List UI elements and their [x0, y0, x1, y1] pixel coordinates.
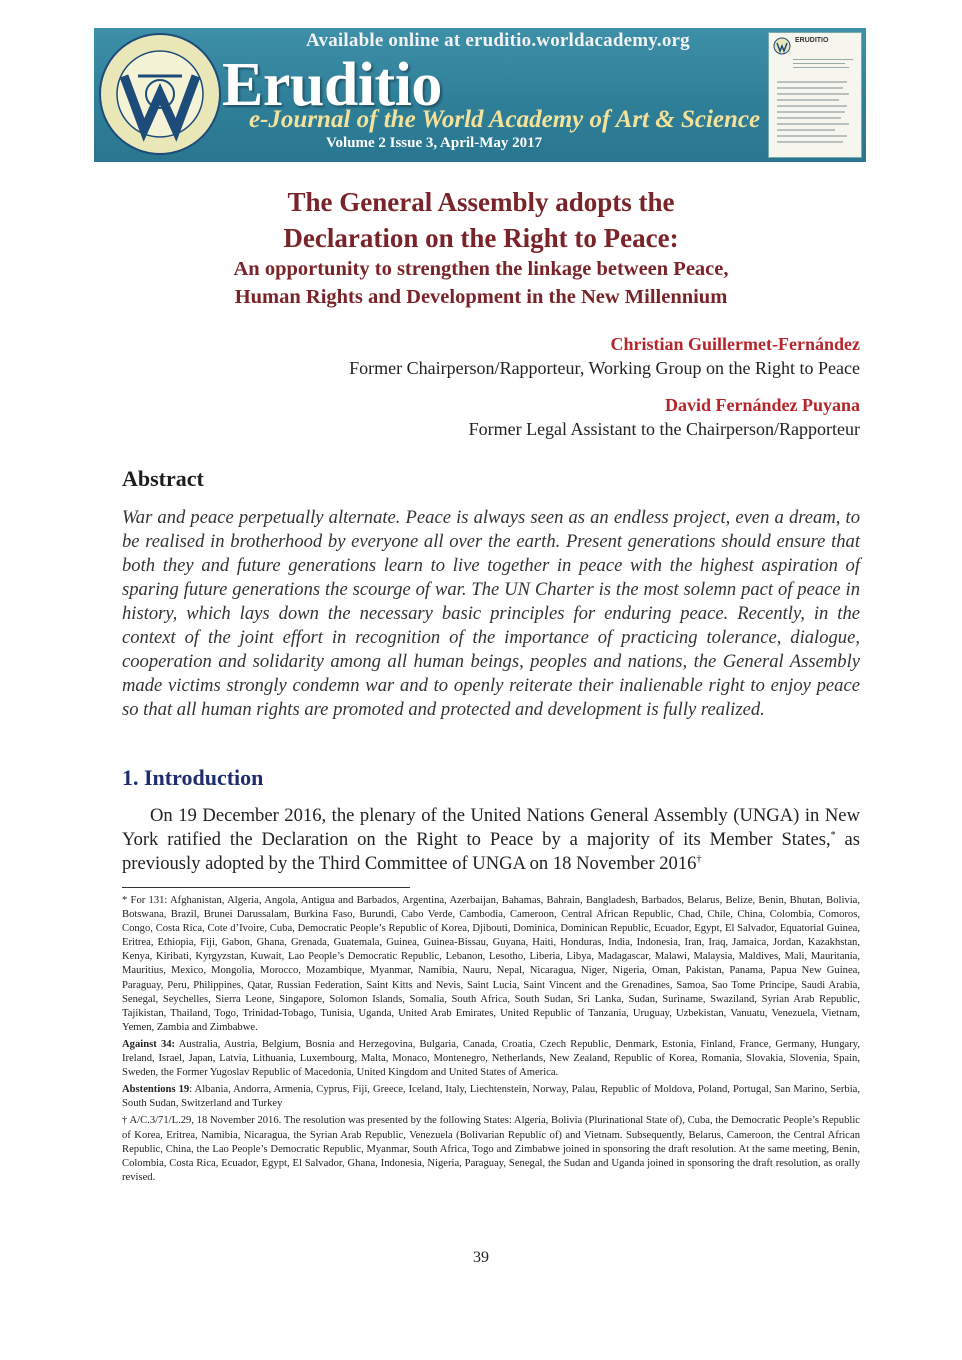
author-affiliation: Former Legal Assistant to the Chairperson/Rapporteur [468, 419, 860, 439]
introduction-heading: 1. Introduction [122, 765, 264, 790]
author-name: Christian Guillermet-Fernández [610, 334, 860, 354]
author-name: David Fernández Puyana [664, 395, 860, 415]
abstract-text: War and peace perpetually alternate. Peace is always seen as an endless project, even a dream, to be realised in brotherhood by everyone all over the earth. Present generations should ensure that both they and future generations learn to live together in peace with the highest aspiration of sparing future generations the scourge of war. The UN Charter is the most solemn pact of peace in history, which lays down the necessary basic principles for enduring peace. Recently, in the context of the joint effort in recognition of the importance of practicing tolerance, dialogue, cooperation and solidarity among all human beings, peoples and nations, the General Assembly made victims strongly condemn war and to openly reiterate their inalienable right to enjoy peace so that all human rights are promoted and protected and development is fully realized. [122, 507, 860, 720]
footnote-marker: † [696, 853, 702, 865]
footnote-votes-for: * For 131: Afghanistan, Algeria, Angola, Antigua and Barbados, Argentina, Azerbaijan, Bahamas, Bahrain, Bangladesh, Barbados, Belarus, Belize, Benin, Bhutan, Bolivia, Botswana, Brazil, Brunei Darussalam, Burkina Faso, Burundi, Cabo Verde, Cambodia, Cameroon, Central African Republic, Chad, Chile, China, Colombia, Comoros, Congo, Costa Rica, Cote d’Ivoire, Cuba, Democratic People’s Republic of Korea, Djibouti, Dominica, Dominican Republic, Ecuador, Egypt, El Salvador, Equatorial Guinea, Eritrea, Ethiopia, Fiji, Gabon, Ghana, Grenada, Guatemala, Guinea, Guinea-Bissau, Guyana, Haiti, Honduras, India, Indonesia, Iran, Iraq, Jamaica, Jordan, Kazakhstan, Kenya, Kiribati, Kyrgyzstan, Kuwait, Lao People’s Democratic Republic, Lebanon, Lesotho, Liberia, Libya, Madagascar, Malawi, Malaysia, Maldives, Mali, Mauritania, Mauritius, Mexico, Mongolia, Morocco, Mozambique, Myanmar, Namibia, Nauru, Nepal, Nicaragua, Niger, Nigeria, Oman, Pakistan, Panama, Papua New Guinea, Paraguay, Peru, Philippines, Qatar, Russian Federation, Saint Kitts and Nevis, Saint Lucia, Saint Vincent and the Grenadines, Samoa, Sao Tome Principe, Saudi Arabia, Senegal, Seychelles, Sierra Leone, Singapore, Solomon Islands, Somalia, South Africa, South Sudan, Sri Lanka, Sudan, Suriname, Swaziland, Syrian Arab Republic, Tajikistan, Thailand, Togo, Trinidad-Tobago, Tunisia, Uganda, United Arab Emirates, United Republic of Tanzania, Uruguay, Uzbekistan, Vanuatu, Venezuela, Vietnam, Yemen, Zambia and Zimbabwe. [122, 895, 860, 1033]
page-number: 39 [473, 1249, 489, 1266]
footnote-abstentions: Abstentions 19: Albania, Andorra, Armenia, Cyprus, Fiji, Greece, Iceland, Italy, Liechtenstein, Norway, Palau, Republic of Moldova, Poland, Portugal, San Marino, Serbia, South Sudan, Switzerland and Turkey [122, 1084, 860, 1110]
available-online-text: Available online at eruditio.worldacademy.org [306, 30, 690, 51]
footnote-marker: * [830, 829, 836, 841]
thumbnail-logo-icon [773, 37, 791, 55]
journal-name: Eruditio [222, 51, 442, 119]
abstract-heading: Abstract [122, 466, 204, 491]
article-subtitle-line-1: An opportunity to strengthen the linkage between Peace, [233, 258, 729, 280]
academy-logo [98, 32, 222, 156]
article-subtitle-line-2: Human Rights and Development in the New Millennium [234, 286, 728, 308]
thumbnail-label: ERUDITIO [795, 37, 829, 44]
author-affiliation: Former Chairperson/Rapporteur, Working Group on the Right to Peace [349, 358, 860, 378]
journal-cover-thumbnail [768, 32, 862, 158]
introduction-paragraph: On 19 December 2016, the plenary of the United Nations General Assembly (UNGA) in New York ratified the Declaration on the Right to Peace by a majority of its Member States,* as previously adopted by the Third Committee of UNGA on 18 November 2016† [122, 805, 860, 874]
journal-banner [94, 28, 866, 162]
footnote-votes-against: Against 34: Australia, Austria, Belgium, Bosnia and Herzegovina, Bulgaria, Canada, Croatia, Czech Republic, Denmark, Estonia, Finland, France, Germany, Hungary, Ireland, Israel, Japan, Latvia, Lithuania, Luxembourg, Malta, Monaco, Montenegro, Netherlands, New Zealand, Republic of Korea, Romania, Slovakia, Slovenia, Spain, Sweden, the Former Yugoslav Republic of Macedonia, United Kingdom and United States of America. [122, 1038, 860, 1079]
article-title-line-1: The General Assembly adopts the [287, 187, 675, 217]
article-title-line-2: Declaration on the Right to Peace: [283, 223, 679, 253]
footnote-divider [122, 887, 410, 888]
footnote-dagger: † A/C.3/71/L.29, 18 November 2016. The resolution was presented by the following States: Algeria, Bolivia (Plurinational State of), Cuba, the Democratic People’s Republic of Korea, Eritrea, Namibia, Nicaragua, the Syrian Arab Republic, Venezuela (Bolivarian Republic of) and Vietnam. Subsequently, Belarus, Cameroon, the Central African Republic, China, the Lao People’s Democratic Republic, Myanmar, South Africa, Togo and Zimbabwe joined in sponsoring the draft resolution. At the same meeting, Benin, Colombia, Costa Rica, Ecuador, Egypt, El Salvador, Ghana, Indonesia, Nigeria, Paraguay, Senegal, the Sudan and Uganda joined in sponsoring the draft resolution, as orally revised. [122, 1115, 860, 1183]
journal-subtitle: e-Journal of the World Academy of Art & Science [249, 106, 761, 133]
volume-info: Volume 2 Issue 3, April-May 2017 [326, 135, 543, 151]
footnotes [122, 894, 860, 1188]
